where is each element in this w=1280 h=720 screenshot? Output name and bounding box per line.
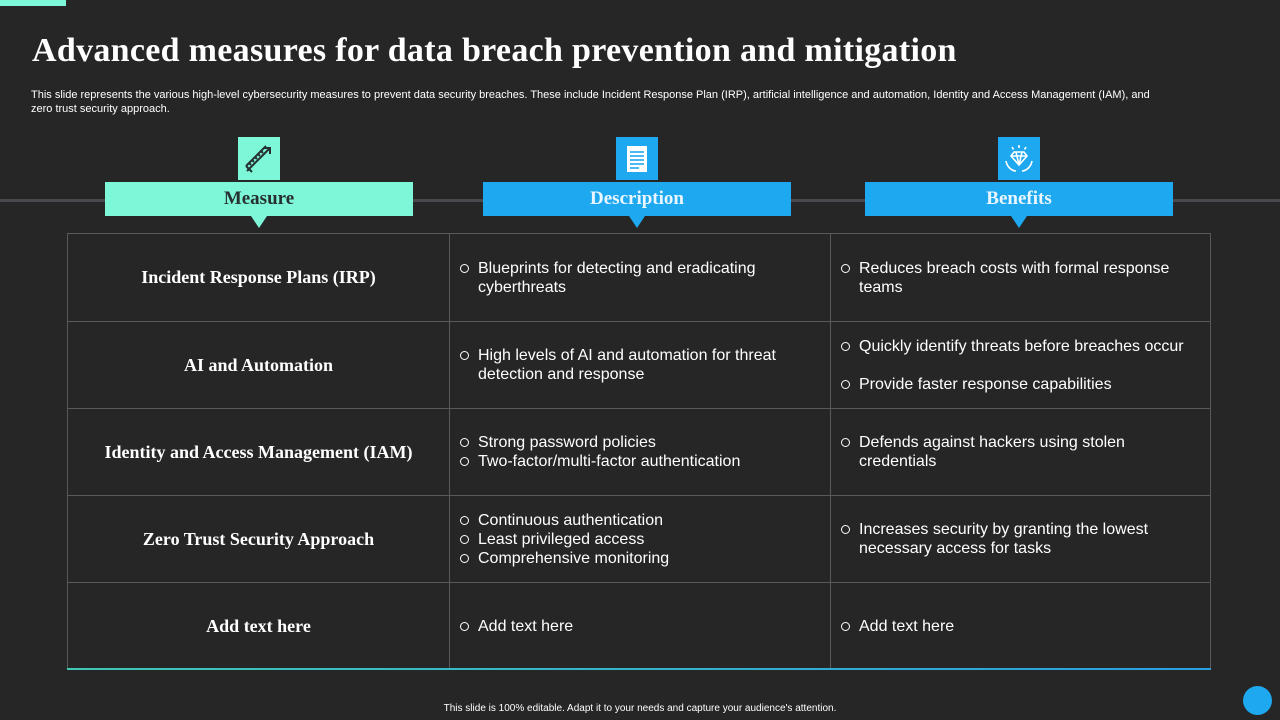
hands-diamond-icon [998,137,1040,180]
list-item: Add text here [840,617,1196,636]
list-item: Increases security by granting the lowest necessary access for tasks [840,520,1196,558]
benefits-list [840,617,1196,636]
header-description-label: Description [590,188,684,209]
description-list [459,433,810,471]
list-item: Strong password policies [459,433,810,452]
header-benefits [865,182,1173,216]
description-list [459,259,810,297]
description-cell [449,409,830,495]
list-item: Comprehensive monitoring [459,549,810,568]
list-item: Blueprints for detecting and eradicating cyberthreats [459,259,810,297]
top-accent-bar [0,0,66,6]
measure-cell [68,583,449,669]
measure-text: AI and Automation [183,354,334,375]
description-cell [449,322,830,408]
list-item: Continuous authentication [459,511,810,530]
table-row [68,408,1210,495]
benefits-cell [830,496,1210,582]
description-cell [449,496,830,582]
measure-cell [68,234,449,321]
header-measure-label: Measure [223,188,295,209]
list-item: High levels of AI and automation for threat detection and response [459,346,810,384]
header-benefits-label: Benefits [986,188,1052,209]
list-item: Provide faster response capabilities [840,375,1196,394]
table-row [68,582,1210,669]
measure-text: Identity and Access Management (IAM) [104,441,413,462]
description-list [459,511,810,568]
header-measure [105,182,413,216]
pen-ruler-icon [238,137,280,180]
list-item: Two-factor/multi-factor authentication [459,452,810,471]
description-cell [449,583,830,669]
measure-cell [68,409,449,495]
benefits-cell [830,409,1210,495]
measure-text: Add text here [206,615,311,636]
list-item: Quickly identify threats before breaches occur [840,337,1196,356]
measure-text: Incident Response Plans (IRP) [141,267,376,287]
benefits-list [840,433,1196,471]
benefits-cell [830,322,1210,408]
list-item: Reduces breach costs with formal response teams [840,259,1196,297]
measures-table [67,233,1211,670]
description-list [459,617,810,636]
benefits-cell [830,234,1210,321]
list-item: Defends against hackers using stolen credentials [840,433,1196,471]
footer-note: This slide is 100% editable. Adapt it to your needs and capture your audience's attention. [443,703,837,714]
measure-cell [68,496,449,582]
benefits-list [840,337,1196,394]
page-subtitle: This slide represents the various high-level cybersecurity measures to prevent data security breaches. These include Incident Response Plan (IRP), artificial intelligence and automation, Identity and Access Management (IAM), and zero trust security approach. [31,89,1150,115]
corner-dot [1243,686,1272,715]
header-description [483,182,791,216]
table-row [68,234,1210,321]
page-title: Advanced measures for data breach prevention and mitigation [32,32,957,69]
table-bottom-accent [67,668,1211,670]
table-row [68,495,1210,582]
benefits-list [840,259,1196,297]
benefits-list [840,520,1196,558]
description-cell [449,234,830,321]
table-row [68,321,1210,408]
measure-cell [68,322,449,408]
list-item: Least privileged access [459,530,810,549]
list-item: Add text here [459,617,810,636]
description-list [459,346,810,384]
document-icon [616,137,658,180]
measure-text: Zero Trust Security Approach [142,528,375,549]
benefits-cell [830,583,1210,669]
